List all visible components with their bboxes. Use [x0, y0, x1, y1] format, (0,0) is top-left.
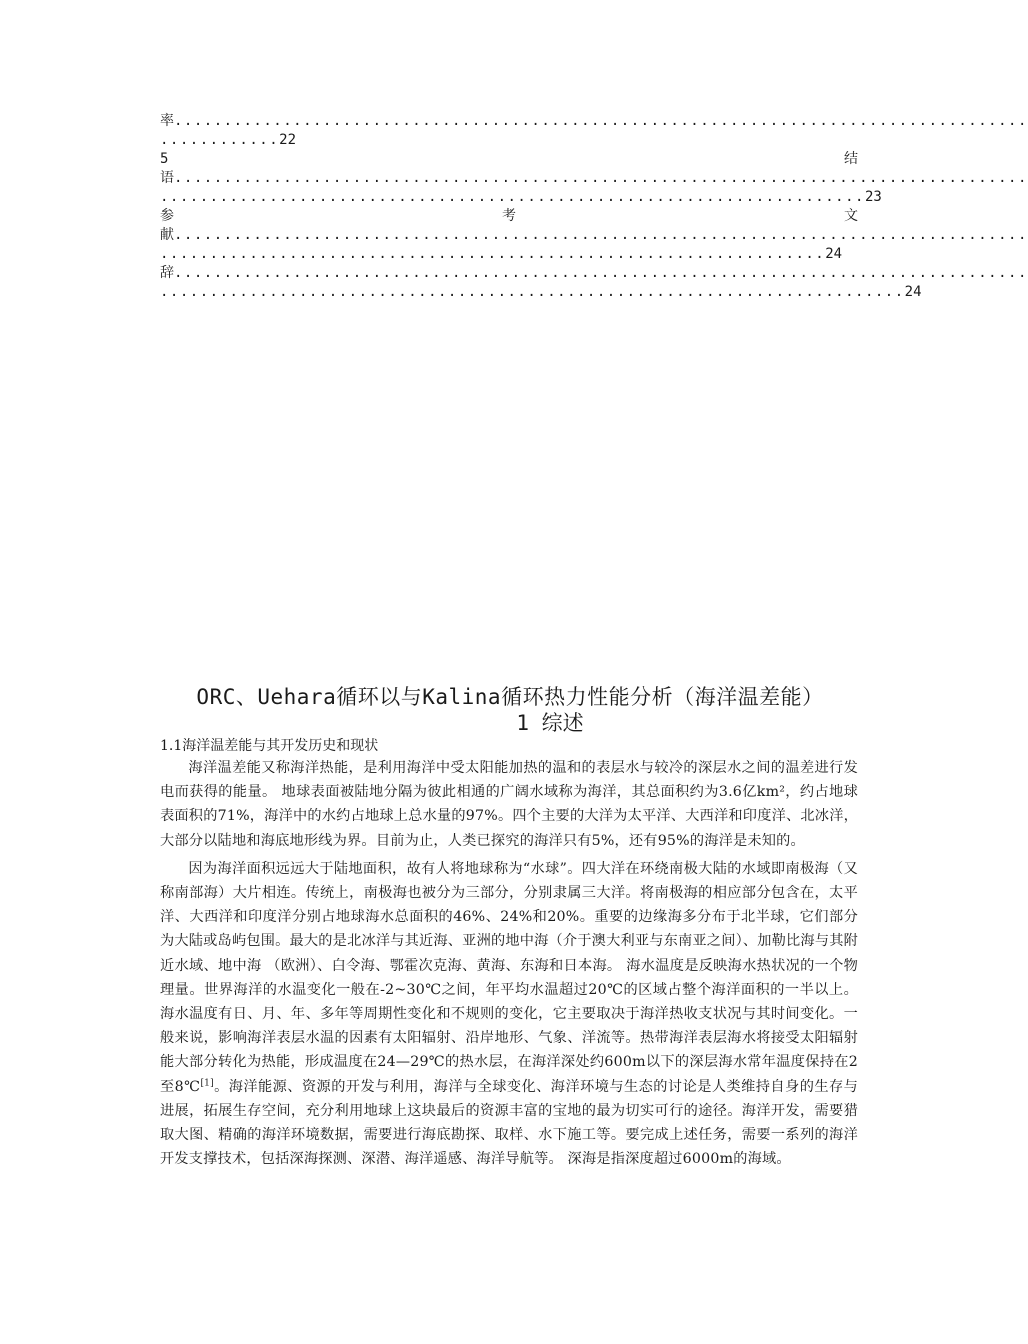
section-heading: 1.1海洋温差能与其开发历史和现状 — [160, 738, 379, 754]
toc-entry-line[interactable] — [160, 226, 1028, 245]
document-title: ORC、Uehara循环以与Kalina循环热力性能分析（海洋温差能） — [196, 685, 824, 709]
toc-entry-number: 5 — [160, 151, 169, 167]
toc-leader-dots: ...................................................................................... — [174, 265, 1028, 281]
toc-entry-text: 辞 — [160, 265, 174, 281]
toc-leader-dots: ...................................................................................... — [174, 170, 1028, 186]
paragraph: 海洋温差能又称海洋热能，是利用海洋中受太阳能加热的温和的表层水与较冷的深层水之间的温差进行发电而获得的能量。 地球表面被陆地分隔为彼此相通的广阔水域称为海洋，其总面积约为3.6亿km²，约占地球表面积的71%，海洋中的水约占地球上总水量的97%。四个主要的大洋为太平洋、大西洋和印度洋、北冰洋，大部分以陆地和海底地形线为界。目前为止，人类已探究的海洋只有5%，还有95%的海洋是未知的。 — [160, 760, 858, 849]
toc-entry-text: 语 — [160, 170, 174, 186]
citation-marker[interactable]: [1] — [200, 1077, 214, 1088]
toc-page-number: 24 — [825, 246, 843, 262]
toc-page-number: 24 — [904, 284, 922, 300]
toc-entry-line[interactable] — [160, 264, 1028, 283]
paragraph-text: 因为海洋面积远远大于陆地面积，故有人将地球称为“水球”。四大洋在环绕南极大陆的水域即南极海（又称南部海）大片相连。传统上，南极海也被分为三部分，分别隶属三大洋。将南极海的相应部分包含在，太平洋、大西洋和印度洋分别占地球海水总面积的46%、24%和20%。重要的边缘海多分布于北半球，它们部分为大陆或岛屿包围。最大的是北冰洋与其近海、亚洲的地中海（介于澳大利亚与东南亚之间）、加勒比海与其附近水域、地中海 （欧洲）、白令海、鄂霍次克海、黄海、东海和日本海。 海水温度是反映海水热状况的一个物理量。世界海洋的水温变化一般在-2~30℃之间，年平均水温超过20℃的区域占整个海洋面积的一半以上。海水温度有日、月、年、多年等周期性变化和不规则的变化，它主要取决于海洋热收支状况与其时间变化。一般来说，影响海洋表层水温的因素有太阳辐射、沿岸地形、气象、洋流等。热带海洋表层海水将接受太阳辐射能大部分转化为热能，形成温度在24—29℃的热水层，在海洋深处约600m以下的深层海水常年温度保持在2至8℃ — [160, 860, 858, 1095]
paragraph — [160, 857, 858, 1172]
body-text — [160, 756, 858, 1171]
toc-entry-line[interactable] — [160, 188, 882, 207]
toc-leader-dots: ........................................................................... — [160, 284, 905, 300]
toc-entry-line[interactable] — [160, 207, 858, 226]
toc-entry-line[interactable] — [160, 283, 922, 302]
toc-entry-text: 参 — [160, 208, 174, 224]
toc-page-number: 22 — [279, 132, 297, 148]
toc-entry-line[interactable] — [160, 245, 858, 264]
toc-entry-line[interactable] — [160, 150, 858, 169]
paragraph-text: 。海洋能源、资源的开发与利用，海洋与全球变化、海洋环境与生态的讨论是人类维持自身的生存与进展，拓展生存空间，充分利用地球上这块最后的资源丰富的宝地的最为切实可行的途径。海洋开发，需要猎取大图、精确的海洋环境数据，需要进行海底勘探、取样、水下施工等。要完成上述任务，需要一系列的海洋开发支撑技术，包括深海探测、深潜、海洋遥感、海洋导航等。 深海是指深度超过6000m的海域。 — [160, 1078, 858, 1168]
toc-entry-line[interactable] — [160, 112, 1028, 131]
toc-entry-text: 结 — [844, 151, 858, 167]
toc-leader-dots: ............ — [160, 132, 280, 148]
toc-entry-line[interactable] — [160, 169, 1028, 188]
toc-page-number: 23 — [864, 189, 882, 205]
toc-entry-text: 献 — [160, 227, 174, 243]
toc-entry-line[interactable] — [160, 131, 858, 150]
toc-leader-dots: ...................................................................................... — [174, 113, 1028, 129]
toc-entry-text: 考 — [502, 208, 516, 224]
toc-entry-text: 文 — [844, 208, 858, 224]
toc-leader-dots: ...................................................................................... — [174, 227, 1028, 243]
toc-leader-dots: ................................................................... — [160, 246, 826, 262]
toc-entry-text: 率 — [160, 113, 174, 129]
toc-leader-dots: ....................................................................... — [160, 189, 865, 205]
table-of-contents — [160, 112, 1028, 302]
chapter-title: 1 综述 — [516, 711, 584, 735]
